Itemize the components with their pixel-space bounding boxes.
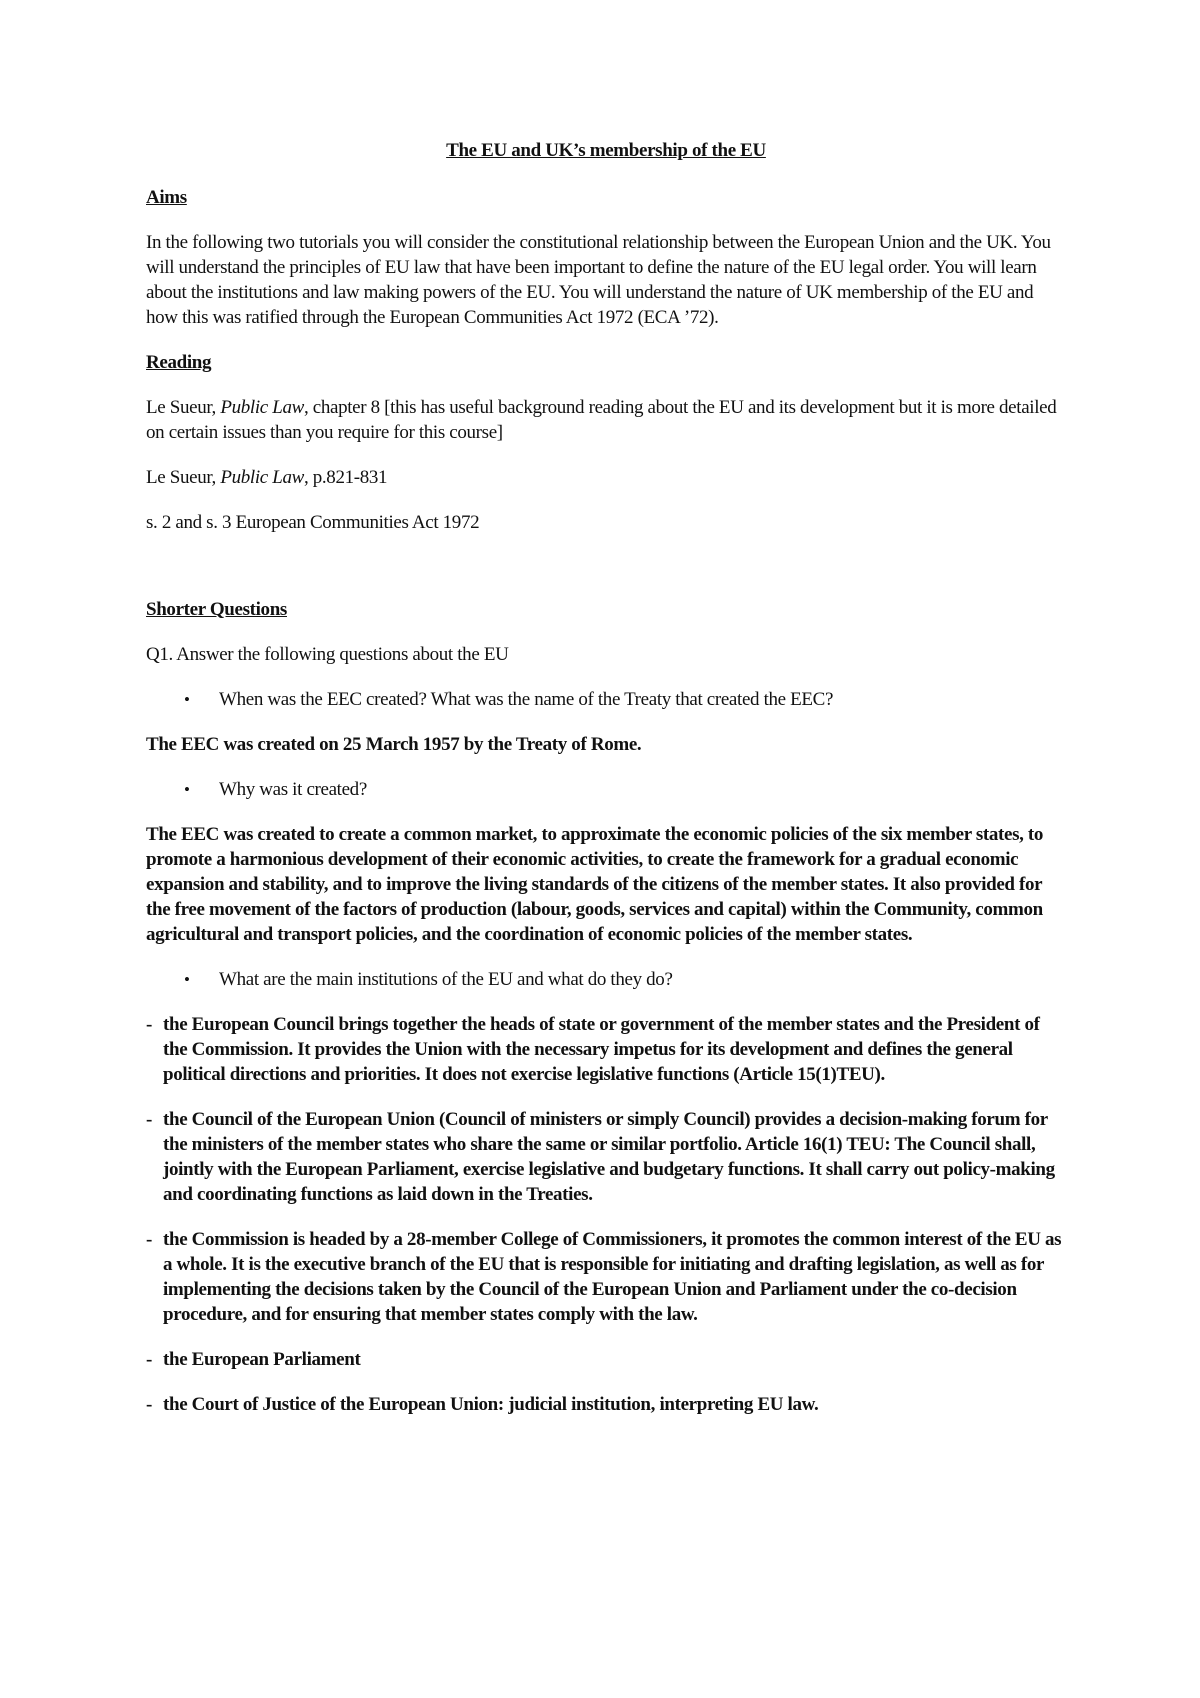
document-title: The EU and UK’s membership of the EU xyxy=(446,140,766,161)
reading-item-2-author: Le Sueur, xyxy=(146,467,221,488)
document-page xyxy=(146,138,1066,1437)
institution-item xyxy=(146,1012,1066,1087)
bullet-item xyxy=(146,967,1066,992)
institution-item xyxy=(146,1107,1066,1207)
institution-text: the Court of Justice of the European Union: judicial institution, interpreting EU law. xyxy=(163,1394,819,1415)
bullet-text: Why was it created? xyxy=(219,779,367,800)
aims-heading: Aims xyxy=(146,187,187,208)
dash-marker: - xyxy=(146,1349,152,1370)
question-1: Q1. Answer the following questions about the EU xyxy=(146,644,509,665)
institution-text: the Commission is headed by a 28-member College of Commissioners, it promotes the common interest of the EU as a whole. It is the executive branch of the EU that is responsible for initiating and drafting legislation, as well as for implementing the decisions taken by the Council of the European Union and Parliament under the co-decision procedure, and for ensuring that member states comply with the law. xyxy=(163,1229,1062,1325)
dash-marker: - xyxy=(146,1229,152,1250)
institution-text: the European Parliament xyxy=(163,1349,361,1370)
bullet-icon: • xyxy=(184,970,190,989)
reading-item-2-title: Public Law xyxy=(220,467,304,488)
reading-item-1-rest: , chapter 8 [this has useful background reading about the EU and its development but it is more detailed on certain issues than you require for this course] xyxy=(146,397,1057,443)
shorter-questions-heading: Shorter Questions xyxy=(146,599,287,620)
institution-item xyxy=(146,1227,1066,1327)
answer-2: The EEC was created to create a common market, to approximate the economic policies of the six member states, to promote a harmonious development of their economic activities, to create the framework for a gradual economic expansion and stability, and to improve the living standards of the citizens of the member states. It also provided for the free movement of the factors of production (labour, goods, services and capital) within the Community, common agricultural and transport policies, and the coordination of economic policies of the member states. xyxy=(146,824,1044,945)
dash-marker: - xyxy=(146,1394,152,1415)
reading-item-3: s. 2 and s. 3 European Communities Act 1972 xyxy=(146,512,480,533)
institution-item xyxy=(146,1392,1066,1417)
dash-marker: - xyxy=(146,1109,152,1130)
reading-item-1-author: Le Sueur, xyxy=(146,397,221,418)
reading-item-1 xyxy=(146,395,1066,445)
bullet-icon: • xyxy=(184,690,190,709)
institution-text: the Council of the European Union (Council of ministers or simply Council) provides a decision-making forum for the ministers of the member states who share the same or similar portfolio. Article 16(1) TEU: The Council shall, jointly with the European Parliament, exercise legislative and budgetary functions. It shall carry out policy-making and coordinating functions as laid down in the Treaties. xyxy=(163,1109,1055,1205)
dash-marker: - xyxy=(146,1014,152,1035)
reading-item-2 xyxy=(146,465,1066,490)
aims-text: In the following two tutorials you will consider the constitutional relationship between the European Union and the UK. You will understand the principles of EU law that have been important to define the nature of the EU legal order. You will learn about the institutions and law making powers of the EU. You will understand the nature of UK membership of the EU and how this was ratified through the European Communities Act 1972 (ECA ’72). xyxy=(146,232,1051,328)
bullet-item xyxy=(146,687,1066,712)
bullet-icon: • xyxy=(184,780,190,799)
bullet-item xyxy=(146,777,1066,802)
bullet-text: What are the main institutions of the EU and what do they do? xyxy=(219,969,673,990)
institution-item xyxy=(146,1347,1066,1372)
bullet-text: When was the EEC created? What was the name of the Treaty that created the EEC? xyxy=(219,689,834,710)
reading-heading: Reading xyxy=(146,352,212,373)
reading-item-1-title: Public Law xyxy=(220,397,304,418)
section-spacer xyxy=(146,555,1066,597)
institution-text: the European Council brings together the heads of state or government of the member states and the President of the Commission. It provides the Union with the necessary impetus for its development and defines the general political directions and priorities. It does not exercise legislative functions (Article 15(1)TEU). xyxy=(163,1014,1040,1085)
reading-item-2-rest: , p.821-831 xyxy=(303,467,388,488)
answer-1: The EEC was created on 25 March 1957 by the Treaty of Rome. xyxy=(146,734,642,755)
